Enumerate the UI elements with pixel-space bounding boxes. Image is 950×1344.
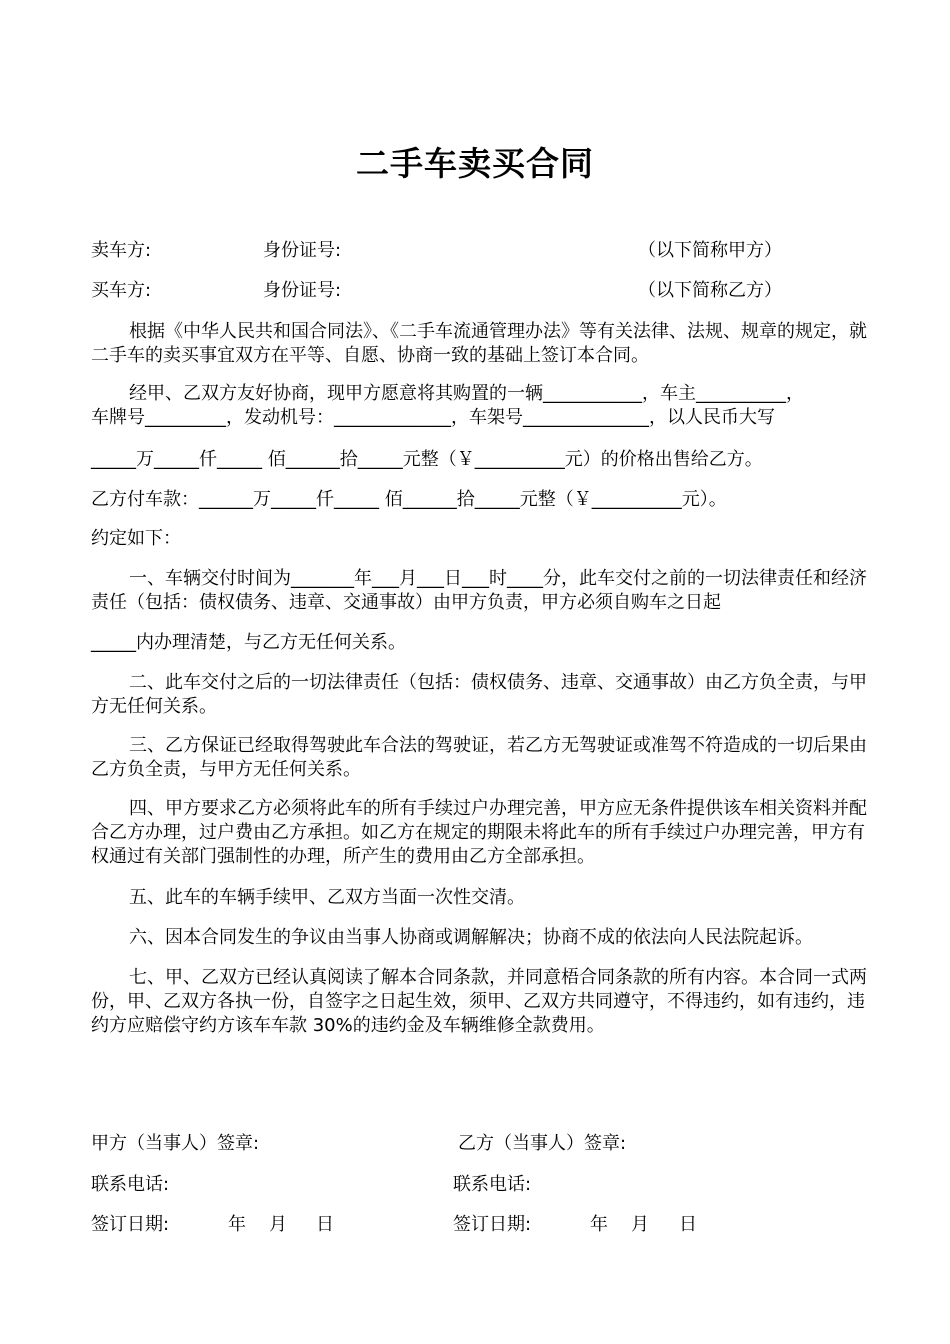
party-b-year: 年 xyxy=(590,1214,608,1235)
party-a-phone-label: 联系电话: xyxy=(91,1174,170,1195)
party-b-month: 月 xyxy=(631,1214,649,1235)
clause-1: 一、车辆交付时间为_______年___月___日___时____分，此车交付之前的一切法律责任和经济责任（包括：债权债务、违章、交通事故）由甲方负责，甲方必须自购车之日起 xyxy=(91,568,867,613)
clause-5: 五、此车的车辆手续甲、乙双方当面一次性交清。 xyxy=(129,887,525,908)
party-b-date-label: 签订日期: xyxy=(453,1214,532,1235)
buyer-alias: （以下简称乙方） xyxy=(638,280,782,301)
clause-6: 六、因本合同发生的争议由当事人协商或调解解决；协商不成的依法向人民法院起诉。 xyxy=(129,927,813,948)
party-a-seal-label: 甲方（当事人）签章: xyxy=(91,1133,260,1154)
document-title: 二手车卖买合同 xyxy=(356,144,594,183)
payment-line: 乙方付车款：______万_____仟_____ 佰______拾_____元整（￥__________元）。 xyxy=(91,489,727,510)
party-b-phone-label: 联系电话: xyxy=(453,1174,532,1195)
vehicle-line-1: 经甲、乙双方友好协商，现甲方愿意将其购置的一辆___________，车主__________， xyxy=(129,383,804,404)
agreed-heading: 约定如下： xyxy=(91,528,181,549)
party-b-day: 日 xyxy=(679,1214,697,1235)
buyer-id-label: 身份证号: xyxy=(263,280,342,301)
party-b-seal-label: 乙方（当事人）签章: xyxy=(458,1133,627,1154)
party-a-month: 月 xyxy=(269,1214,287,1235)
seller-id-label: 身份证号: xyxy=(263,240,342,261)
party-a-date-label: 签订日期: xyxy=(91,1214,170,1235)
clause-7: 七、甲、乙双方已经认真阅读了解本合同条款，并同意梧合同条款的所有内容。本合同一式两份，甲、乙双方各执一份，自签字之日起生效，须甲、乙双方共同遵守，不得违约，如有违约，违约方应赔偿守约方该车车款 30%的违约金及车辆维修全款费用。 xyxy=(91,967,867,1036)
seller-label: 卖车方: xyxy=(91,240,152,261)
party-a-year: 年 xyxy=(228,1214,246,1235)
vehicle-line-2: 车牌号_________，发动机号：_____________，车架号______________，以人民币大写 xyxy=(91,407,775,428)
preamble-paragraph: 根据《中华人民共和国合同法》、《二手车流通管理办法》等有关法律、法规、规章的规定，就二手车的卖买事宜双方在平等、自愿、协商一致的基础上签订本合同。 xyxy=(91,321,867,366)
clause-1-tail: _____内办理清楚，与乙方无任何关系。 xyxy=(91,632,406,653)
vehicle-line-3: _____万_____仟_____ 佰______拾_____元整（￥__________元）的价格出售给乙方。 xyxy=(91,449,763,470)
seller-alias: （以下简称甲方） xyxy=(638,240,782,261)
clause-3: 三、乙方保证已经取得驾驶此车合法的驾驶证，若乙方无驾驶证或准驾不符造成的一切后果由乙方负全责，与甲方无任何关系。 xyxy=(91,735,867,780)
party-a-day: 日 xyxy=(316,1214,334,1235)
buyer-label: 买车方: xyxy=(91,280,152,301)
clause-2: 二、此车交付之后的一切法律责任（包括：债权债务、违章、交通事故）由乙方负全责，与甲方无任何关系。 xyxy=(91,672,867,717)
clause-4: 四、甲方要求乙方必须将此车的所有手续过户办理完善，甲方应无条件提供该车相关资料并配合乙方办理，过户费由乙方承担。如乙方在规定的期限未将此车的所有手续过户办理完善，甲方有权通过有关部门强制性的办理，所产生的费用由乙方全部承担。 xyxy=(91,798,867,867)
